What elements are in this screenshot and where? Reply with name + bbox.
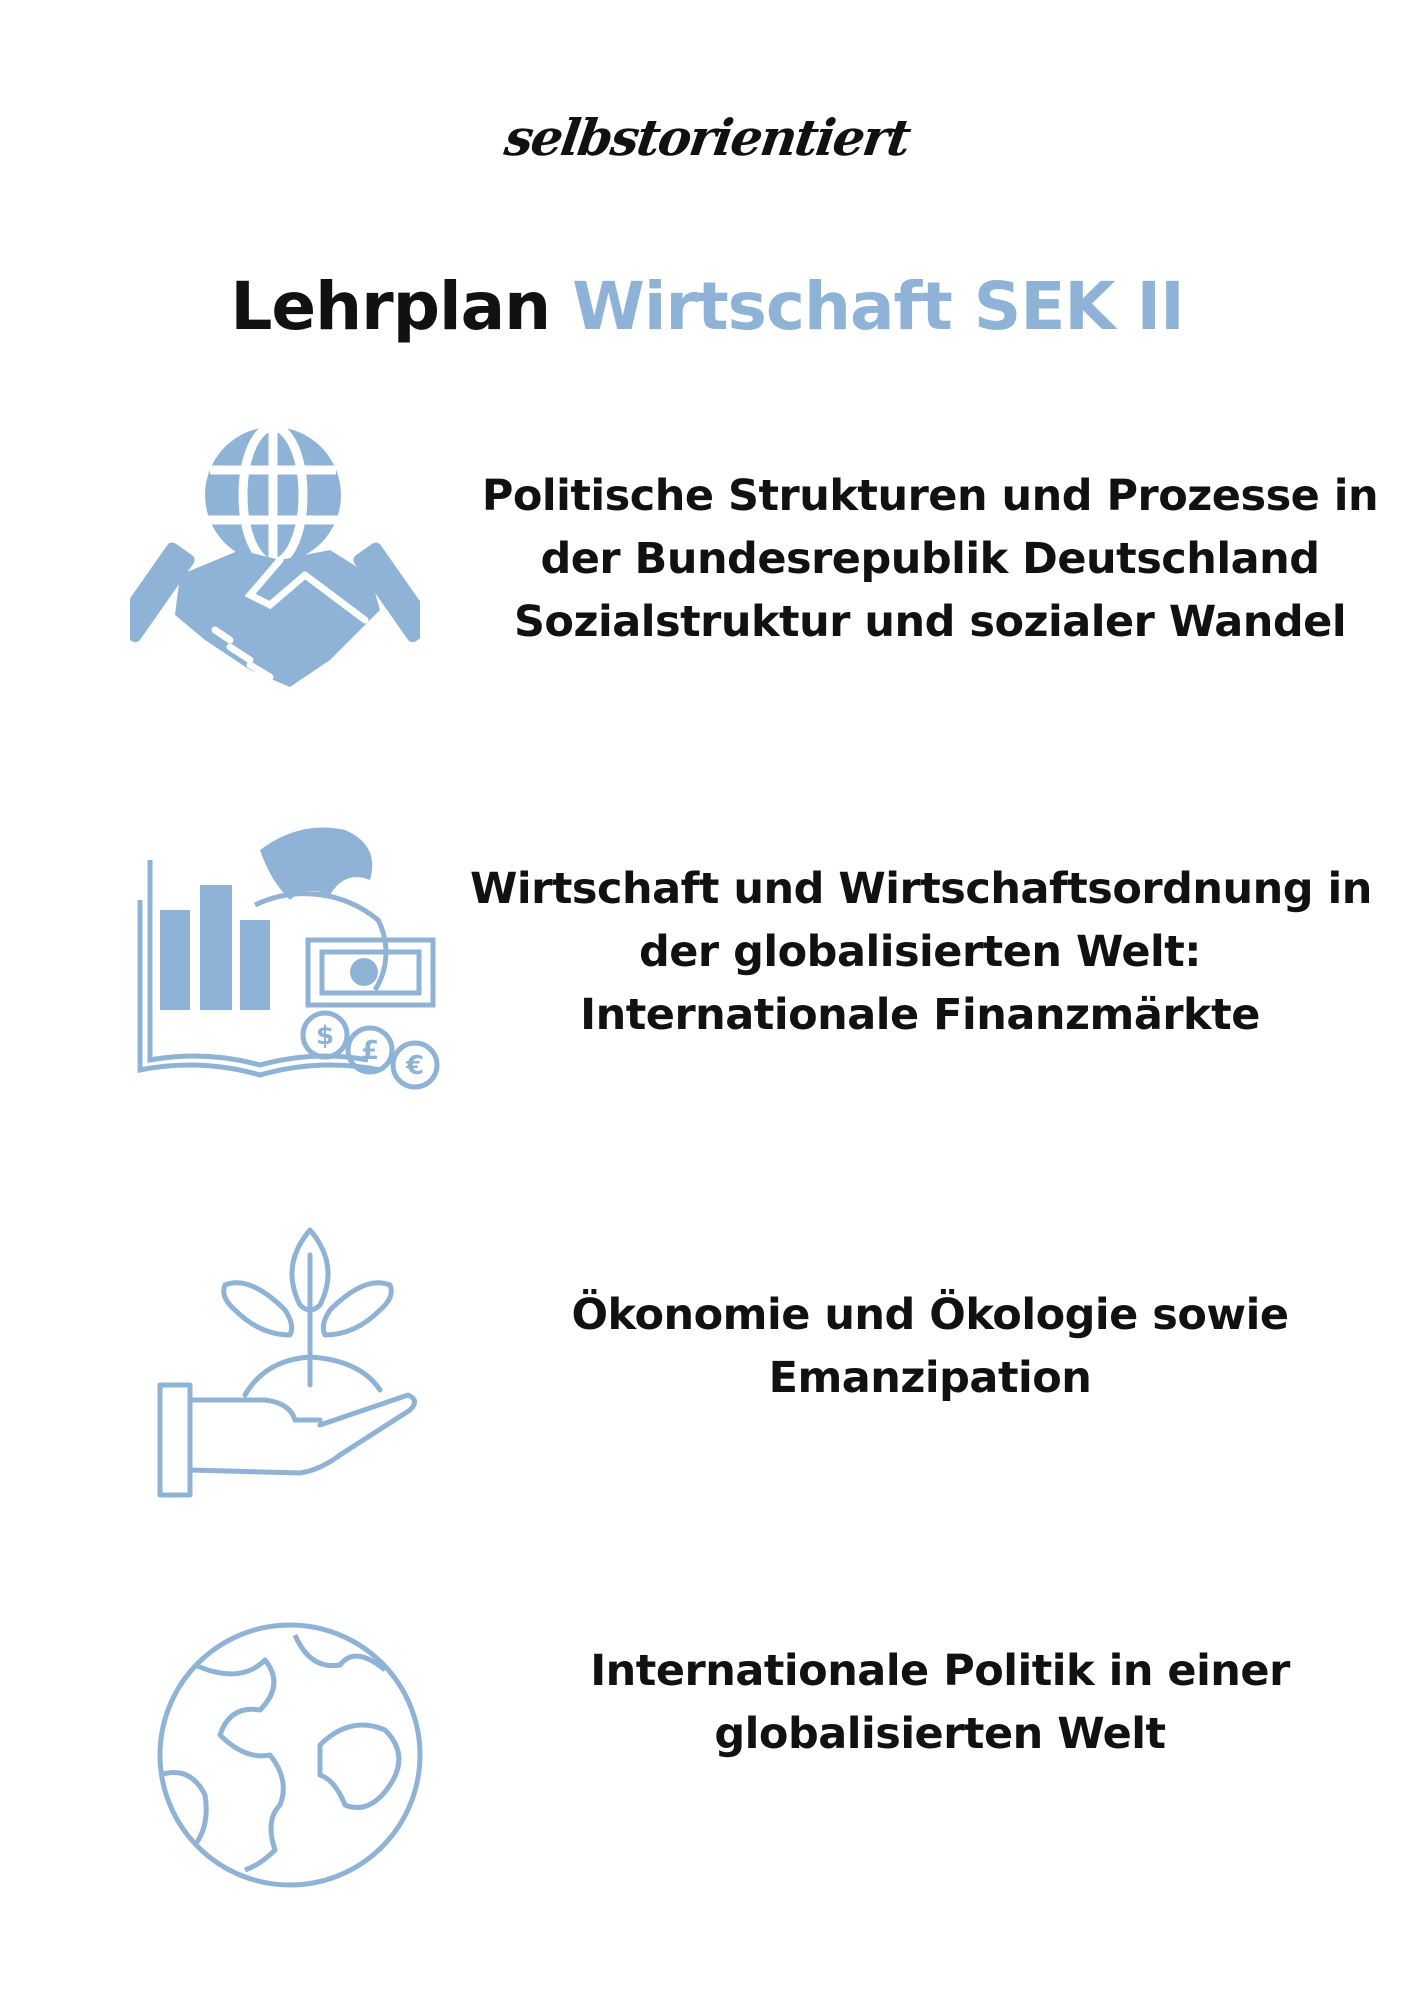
brand-logo: selbstorientiert xyxy=(501,108,913,167)
svg-text:€: € xyxy=(405,1051,425,1081)
topic-line: der Bundesrepublik Deutschland xyxy=(540,534,1320,584)
topic-line: Ökonomie und Ökologie sowie xyxy=(571,1290,1289,1340)
svg-text:$: $ xyxy=(315,1021,335,1051)
topic-3-text xyxy=(480,1284,1380,1410)
topic-4-text xyxy=(490,1640,1390,1766)
plant-hand-icon xyxy=(150,1225,430,1505)
topic-line: globalisierten Welt xyxy=(714,1709,1166,1759)
topic-line: der globalisierten Welt: xyxy=(638,927,1201,977)
economy-finance-icon xyxy=(130,820,450,1095)
topic-1-text xyxy=(480,465,1380,654)
topic-line: Internationale Politik in einer xyxy=(590,1646,1290,1696)
svg-text:£: £ xyxy=(360,1036,380,1066)
topic-line: Emanzipation xyxy=(768,1353,1092,1403)
topic-2-text xyxy=(470,858,1370,1047)
globe-icon xyxy=(150,1615,430,1895)
title-accent: Wirtschaft SEK II xyxy=(572,268,1184,345)
topic-line: Wirtschaft und Wirtschaftsordnung in xyxy=(470,864,1372,914)
topic-line: Sozialstruktur und sozialer Wandel xyxy=(513,597,1347,647)
title-prefix: Lehrplan xyxy=(230,268,551,345)
topic-line: Internationale Finanzmärkte xyxy=(580,990,1260,1040)
topic-line: Politische Strukturen und Prozesse in xyxy=(481,471,1379,521)
page-title xyxy=(0,268,1414,345)
globe-handshake-icon xyxy=(130,425,420,695)
